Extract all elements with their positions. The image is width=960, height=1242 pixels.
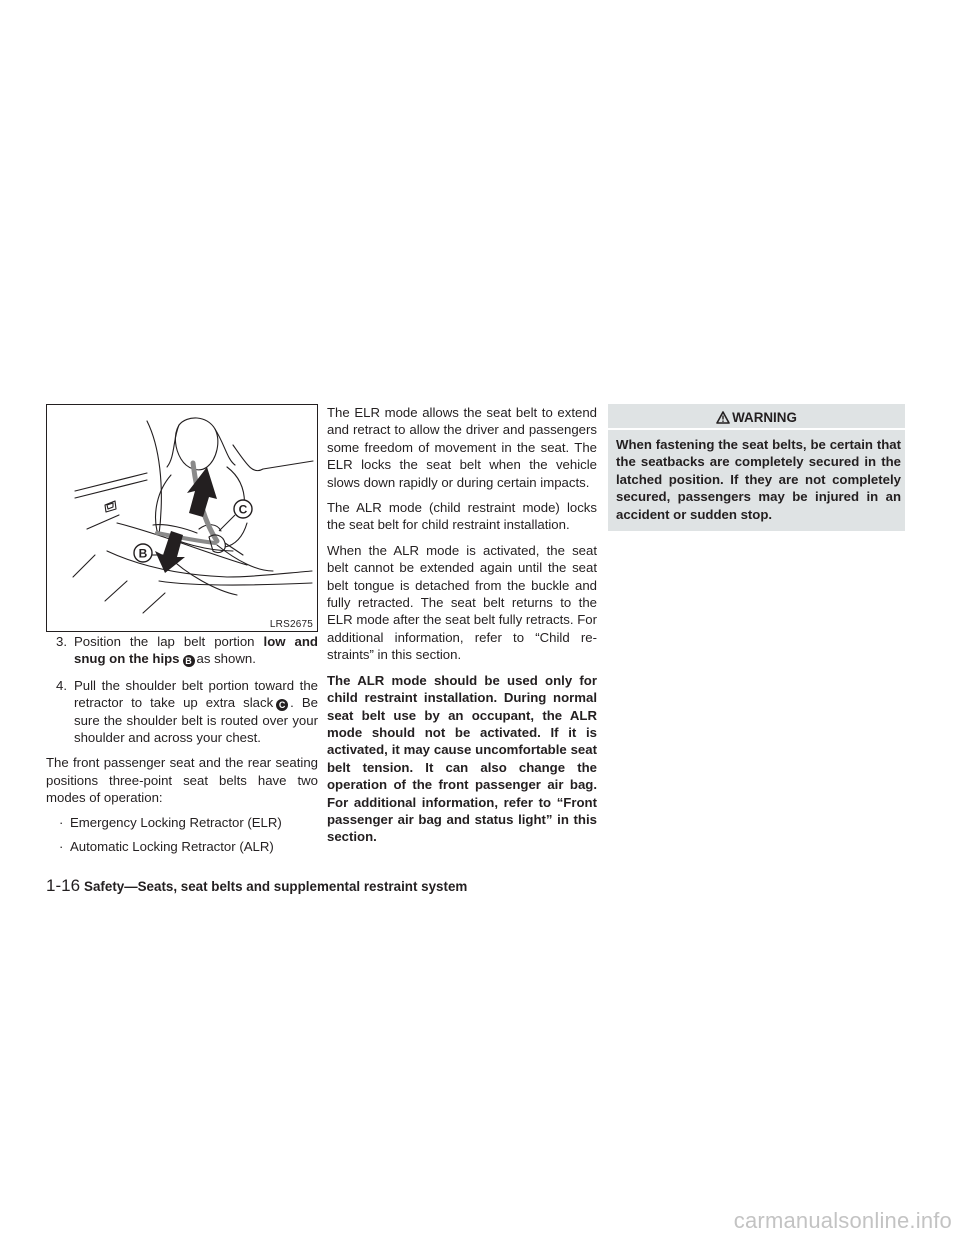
left-column <box>46 404 318 855</box>
elr-paragraph: The ELR mode allows the seat belt to extend and retract to allow the driver and passengers some freedom of movement in the seat. The ELR locks the seat belt when the vehicle slows down rapidly or during certain impacts. <box>327 405 597 490</box>
list-item <box>46 814 318 831</box>
right-column <box>608 404 905 531</box>
callout-c-icon: C <box>276 699 288 711</box>
step-text-end: as shown. <box>196 651 256 667</box>
alr-paragraph: The ALR mode (child restraint mode) locks the seat belt for child restraint installation. <box>327 500 597 533</box>
step-number: 4. <box>56 677 67 693</box>
step-text: Pull the shoulder belt portion toward the retractor to take up extra slack <box>74 677 318 711</box>
figure-code: LRS2675 <box>267 618 316 630</box>
list-item-text: Emergency Locking Retractor (ELR) <box>70 814 282 830</box>
section-title: Safety—Seats, seat belts and supplemental restraint system <box>84 879 468 894</box>
step-number: 3. <box>56 634 67 649</box>
warning-text: When fastening the seat belts, be certain that the seatbacks are completely secured in the latched position. If they are not completely secured, passengers may be injured in an accident or sudden stop. <box>616 437 901 522</box>
list-item <box>46 838 318 855</box>
callout-b-label: B <box>138 546 148 561</box>
watermark: carmanualsonline.info <box>733 1208 952 1233</box>
passenger-belt-drawing <box>47 405 317 631</box>
callout-c-label: C <box>238 502 248 517</box>
warning-box <box>608 404 905 531</box>
warning-title: WARNING <box>732 410 797 425</box>
page-number: 1-16 <box>46 876 81 895</box>
warning-triangle-icon <box>716 411 730 424</box>
page-footer <box>46 876 467 896</box>
seat-belt-illustration <box>46 404 318 632</box>
step-3 <box>46 633 318 668</box>
alr-caution-text: The ALR mode should be used only for child restraint installation. During normal seat belt use by an occupant, the ALR mode should not be activated. If it is activated, it may cause uncomfortable seat belt tension. It can also change the operation of the front passenger air bag. For additional information, refer to “Front passenger air bag and status light” in this section. <box>327 672 597 845</box>
warning-header <box>608 408 905 430</box>
callout-b-icon: B <box>183 655 195 667</box>
list-item-text: Automatic Locking Retractor (ALR) <box>70 839 274 855</box>
bullet-dot: · <box>59 839 64 855</box>
step-text-end: . Be sure the shoulder belt is routed over your shoulder and across your chest. <box>74 695 318 746</box>
bullet-dot: · <box>59 814 64 830</box>
middle-column <box>327 404 597 846</box>
step-bold-text: low and snug on the hips <box>74 634 318 667</box>
step-text: Position the lap belt portion <box>74 634 264 649</box>
alr-activated-paragraph: When the ALR mode is activated, the seat belt cannot be extended again until the seat belt tongue is detached from the buckle and fully retracted. The seat belt returns to the ELR mode after the seat belt fully retracts. For additional information, refer to “Child restraints” in this section. <box>327 542 597 663</box>
alr-caution-paragraph <box>327 672 597 846</box>
modes-intro: The front passenger seat and the rear seating positions three-point seat belts have two modes of operation: <box>46 755 318 806</box>
step-4 <box>46 677 318 747</box>
